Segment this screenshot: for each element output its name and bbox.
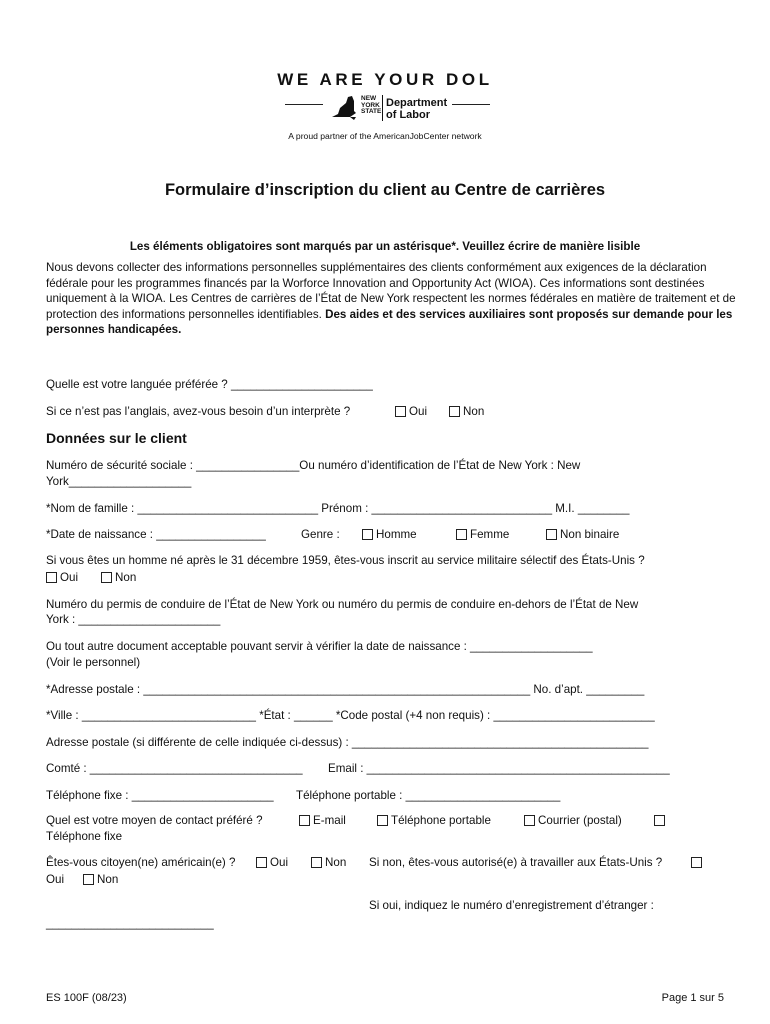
dob-field[interactable]: *Date de naissance : _________________ xyxy=(46,528,266,541)
form-code: ES 100F (08/23) xyxy=(46,992,127,1004)
selective-yes-checkbox[interactable] xyxy=(46,572,57,583)
license-field[interactable]: Numéro du permis de conduire de l’État de New York ou numéro du permis de conduire en-dehors de l’État de New xyxy=(46,598,639,611)
header-rule-right xyxy=(452,104,490,105)
work-yes-label: Oui xyxy=(46,873,65,886)
citizen-no-checkbox[interactable] xyxy=(311,857,322,868)
gender-female-label: Femme xyxy=(470,528,510,541)
work-yes-checkbox[interactable] xyxy=(691,856,705,869)
new-york-state-map-icon xyxy=(330,95,358,121)
citizen-question: Êtes-vous citoyen(ne) américain(e) ? xyxy=(46,856,236,869)
interpreter-row xyxy=(46,405,350,418)
selective-yes-label: Oui xyxy=(60,571,79,584)
contact-mobile-checkbox[interactable] xyxy=(377,815,388,826)
work-no-label: Non xyxy=(97,873,119,886)
work-no-checkbox[interactable] xyxy=(83,874,94,885)
other-document-field[interactable]: Ou tout autre document acceptable pouvant servir à vérifier la date de naissance : ___________________ xyxy=(46,640,593,653)
contact-question: Quel est votre moyen de contact préféré ? xyxy=(46,814,263,827)
section-heading-client: Données sur le client xyxy=(46,430,187,446)
required-notice: Les éléments obligatoires sont marqués par un astérisque*. Veuillez écrire de manière lisible xyxy=(129,240,641,253)
contact-email-option[interactable] xyxy=(299,814,346,827)
ssn-field[interactable]: Numéro de sécurité sociale : ________________Ou numéro d’identification de l’État de New York : New xyxy=(46,459,581,472)
department-line-1: Department xyxy=(386,97,448,109)
contact-mail-label: Courrier (postal) xyxy=(538,814,622,827)
citizen-no-label: Non xyxy=(325,856,347,869)
contact-email-checkbox[interactable] xyxy=(299,815,310,826)
gender-female-option[interactable] xyxy=(456,528,509,541)
work-yes-box[interactable] xyxy=(691,857,702,868)
name-fields[interactable]: *Nom de famille : ____________________________ Prénom : ____________________________ M.I. ________ xyxy=(46,502,630,515)
state-logo-line-2: YORK xyxy=(361,101,380,109)
state-logo-line-3: STATE xyxy=(361,108,382,115)
contact-landline-checkbox[interactable] xyxy=(654,815,665,826)
contact-landline-label: Téléphone fixe xyxy=(46,830,123,843)
city-state-zip-fields[interactable]: *Ville : ___________________________ *État : ______ *Code postal (+4 non requis) : _________________________ xyxy=(46,709,655,722)
alien-registration-field[interactable]: __________________________ xyxy=(46,917,214,930)
interpreter-question: Si ce n’est pas l’anglais, avez-vous besoin d’un interprète ? xyxy=(46,405,351,418)
contact-mobile-label: Téléphone portable xyxy=(391,814,491,827)
citizen-yes-label: Oui xyxy=(270,856,289,869)
logo-divider xyxy=(382,95,383,121)
mobile-field[interactable]: Téléphone portable : ________________________ xyxy=(296,789,561,802)
interpreter-no-option[interactable] xyxy=(449,405,484,418)
gender-female-checkbox[interactable] xyxy=(456,529,467,540)
gender-male-label: Homme xyxy=(376,528,417,541)
gender-male-checkbox[interactable] xyxy=(362,529,373,540)
email-field[interactable]: Email : _______________________________________________ xyxy=(328,762,670,775)
other-document-note: (Voir le personnel) xyxy=(46,656,141,669)
citizen-yes-checkbox[interactable] xyxy=(256,857,267,868)
license-field-cont[interactable]: York : ______________________ xyxy=(46,613,221,626)
contact-email-label: E-mail xyxy=(313,814,346,827)
gender-label: Genre : xyxy=(301,528,340,541)
intro-bold-text: Des aides et des services auxiliaires sont proposés sur demande pour les personnes handicapées. xyxy=(46,307,733,336)
county-field[interactable]: Comté : _________________________________ xyxy=(46,762,303,775)
interpreter-no-checkbox[interactable] xyxy=(449,406,460,417)
work-authorization-question: Si non, êtes-vous autorisé(e) à travailler aux États-Unis ? xyxy=(369,856,663,869)
work-no-option[interactable] xyxy=(83,873,118,886)
selective-service-question: Si vous êtes un homme né après le 31 décembre 1959, êtes-vous inscrit au service militaire sélectif des États-Unis ? xyxy=(46,554,645,567)
interpreter-yes-option[interactable] xyxy=(395,405,427,418)
page-number: Page 1 sur 5 xyxy=(661,992,724,1004)
contact-mobile-option[interactable] xyxy=(377,814,491,827)
ssn-field-cont[interactable]: York___________________ xyxy=(46,475,192,488)
state-logo-line-1: NEW xyxy=(361,95,377,102)
gender-nonbinary-label: Non binaire xyxy=(560,528,620,541)
contact-landline-option[interactable] xyxy=(654,814,668,827)
citizen-no-option[interactable] xyxy=(311,856,346,869)
header-rule-left xyxy=(285,104,323,105)
selective-no-label: Non xyxy=(115,571,137,584)
contact-mail-option[interactable] xyxy=(524,814,622,827)
gender-nonbinary-option[interactable] xyxy=(546,528,619,541)
department-line-2: of Labor xyxy=(386,109,430,121)
intro-paragraph xyxy=(46,260,736,338)
slogan: WE ARE YOUR DOL xyxy=(277,70,493,89)
interpreter-no-label: Non xyxy=(463,405,485,418)
alt-address-field[interactable]: Adresse postale (si différente de celle indiquée ci-dessus) : ______________________________________________ xyxy=(46,736,649,749)
alien-registration-question: Si oui, indiquez le numéro d’enregistrement d’étranger : xyxy=(369,899,654,912)
form-title: Formulaire d’inscription du client au Centre de carrières xyxy=(164,181,606,199)
selective-yes-option[interactable] xyxy=(46,571,78,584)
gender-male-option[interactable] xyxy=(362,528,417,541)
language-question[interactable]: Quelle est votre languée préférée ? ______________________ xyxy=(46,378,373,391)
landline-field[interactable]: Téléphone fixe : ______________________ xyxy=(46,789,274,802)
intro-text: Nous devons collecter des informations personnelles supplémentaires des clients conformément aux exigences de la déclaration fédérale pour les programmes financés par la Worforce Innovation and Opportunity Act (WIOA). Ces informations sont destinées uniquement à la WIOA. Les Centres de carrières de l’État de New York respectent les normes fédérales en matière de traitement et de protection des informations personnelles identifiables. xyxy=(46,261,736,321)
interpreter-yes-label: Oui xyxy=(409,405,428,418)
partner-text: A proud partner of the AmericanJobCenter network xyxy=(288,131,482,141)
contact-mail-checkbox[interactable] xyxy=(524,815,535,826)
citizen-yes-option[interactable] xyxy=(256,856,288,869)
interpreter-yes-checkbox[interactable] xyxy=(395,406,406,417)
gender-nonbinary-checkbox[interactable] xyxy=(546,529,557,540)
selective-no-option[interactable] xyxy=(101,571,136,584)
address-field[interactable]: *Adresse postale : ____________________________________________________________ No. d’apt. _________ xyxy=(46,683,645,696)
selective-no-checkbox[interactable] xyxy=(101,572,112,583)
